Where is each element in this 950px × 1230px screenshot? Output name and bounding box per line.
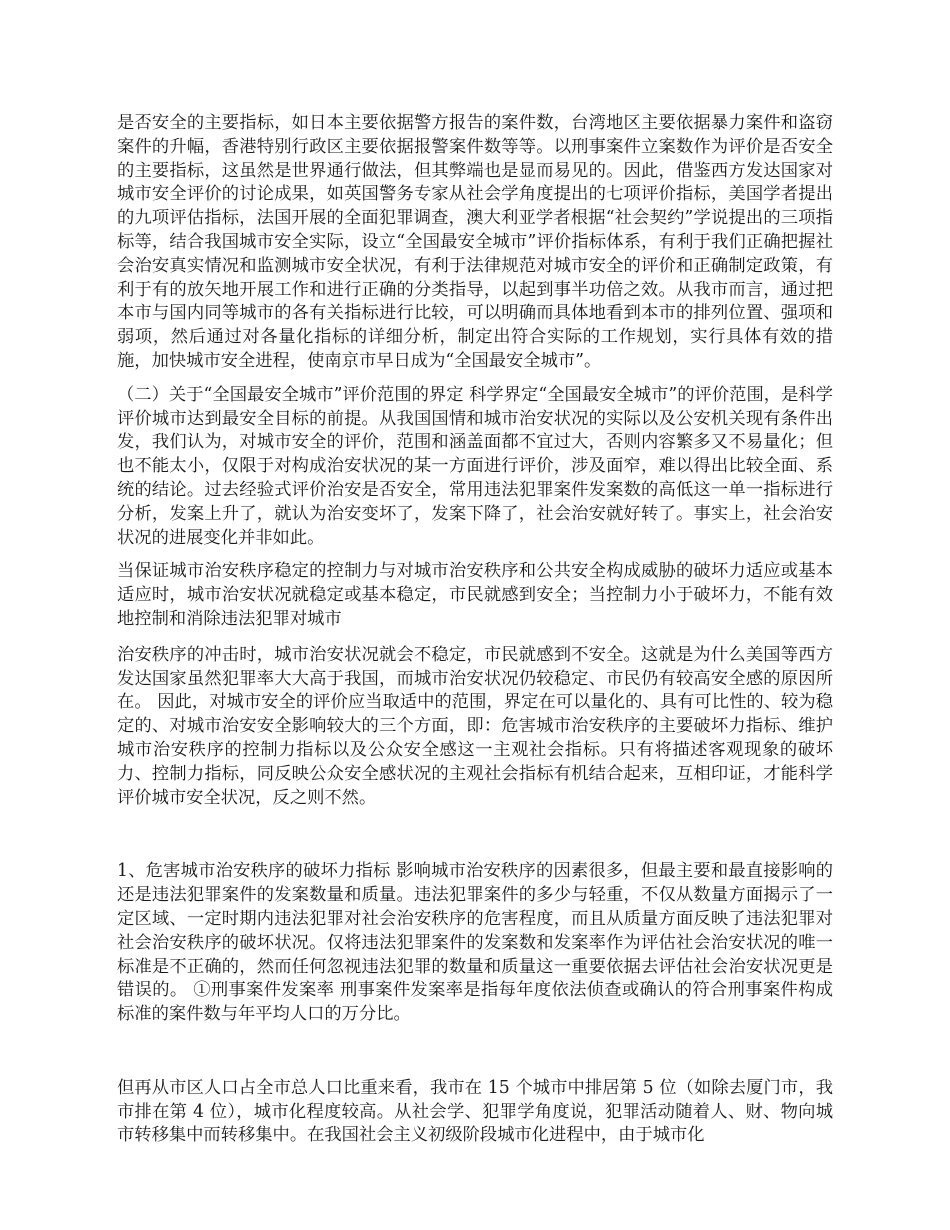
paragraph-control-vs-destruction: 当保证城市治安秩序稳定的控制力与对城市治安秩序和公共安全构成威胁的破坏力适应或基本适应时，城市治安状况就稳定或基本稳定，市民就感到安全；当控制力小于破坏力，不能有效地控制和消除违法犯罪对城市 bbox=[117, 561, 833, 629]
paragraph-spacer bbox=[117, 810, 833, 860]
paragraph-security-perception: 治安秩序的冲击时，城市治安状况就会不稳定，市民就感到不安全。这就是为什么美国等西方发达国家虽然犯罪率大大高于我国，而城市治安状况仍较稳定、市民仍有较高安全感的原因所在。 因此，对城市安全的评价应当取适中的范围，界定在可以量化的、具有可比性的、较为稳定的、对城市治安安全影响较大的三个方面，即：危害城市治安秩序的主要破坏力指标、维护城市治安秩序的控制力指标以及公众安全感这一主观社会指标。只有将描述客观现象的破坏力、控制力指标，同反映公众安全感状况的主观社会指标有机结合起来，互相印证，才能科学评价城市安全状况，反之则不然。 bbox=[117, 644, 833, 808]
paragraph-urban-population: 但再从市区人口占全市总人口比重来看，我市在 15 个城市中排居第 5 位（如除去厦门市，我市排在第 4 位），城市化程度较高。从社会学、犯罪学角度说，犯罪活动随着人、财、物向城市转移集中而转移集中。在我国社会主义初级阶段城市化进程中，由于城市化 bbox=[117, 1077, 833, 1146]
paragraph-destruction-indicators: 1、危害城市治安秩序的破坏力指标 影响城市治安秩序的因素很多，但最主要和最直接影响的还是违法犯罪案件的发案数量和质量。违法犯罪案件的多少与轻重，不仅从数量方面揭示了一定区域、一定时期内违法犯罪对社会治安秩序的危害程度，而且从质量方面反映了违法犯罪对社会治安秩序的破坏状况。仅将违法犯罪案件的发案数和发案率作为评估社会治安状况的唯一标准是不正确的，然而任何忽视违法犯罪的数量和质量这一重要依据去评估社会治安状况更是错误的。 ①刑事案件发案率 刑事案件发案率是指每年度依法侦查或确认的符合刑事案件构成标准的案件数与年平均人口的万分比。 bbox=[117, 861, 833, 1025]
paragraph-evaluation-indicators: 是否安全的主要指标，如日本主要依据警方报告的案件数，台湾地区主要依据暴力案件和盗窃案件的升幅，香港特别行政区主要依据报警案件数等等。以刑事案件立案数作为评价是否安全的主要指标，这虽然是世界通行做法，但其弊端也是显而易见的。因此，借鉴西方发达国家对城市安全评价的讨论成果，如英国警务专家从社会学角度提出的七项评价指标，美国学者提出的九项评估指标，法国开展的全面犯罪调查，澳大利亚学者根据“社会契约”学说提出的三项指标等，结合我国城市安全实际，设立“全国最安全城市”评价指标体系，有利于我们正确把握社会治安真实情况和监测城市安全状况，有利于法律规范对城市安全的评价和正确制定政策，有利于有的放矢地开展工作和进行正确的分类指导，以起到事半功倍之效。从我市而言，通过把本市与国内同等城市的各有关指标进行比较，可以明确而具体地看到本市的排列位置、强项和弱项，然后通过对各量化指标的详细分析，制定出符合实际的工作规划，实行具体有效的措施，加快城市安全进程，使南京市早日成为“全国最安全城市”。 bbox=[117, 113, 833, 371]
paragraph-scope-definition: （二）关于“全国最安全城市”评价范围的界定 科学界定“全国最安全城市”的评价范围，是科学评价城市达到最安全目标的前提。从我国国情和城市治安状况的实际以及公安机关现有条件出发，我们认为，对城市安全的评价，范围和涵盖面都不宜过大，否则内容繁多又不易量化；但也不能太小，仅限于对构成治安状况的某一方面进行评价，涉及面窄，难以得出比较全面、系统的结论。过去经验式评价治安是否安全，常用违法犯罪案件发案数的高低这一单一指标进行分析，发案上升了，就认为治安变坏了，发案下降了，社会治安就好转了。事实上，社会治安状况的进展变化并非如此。 bbox=[117, 384, 833, 548]
paragraph-spacer bbox=[117, 550, 833, 560]
paragraph-spacer bbox=[117, 1027, 833, 1077]
paragraph-spacer bbox=[117, 632, 833, 644]
paragraph-spacer bbox=[117, 374, 833, 384]
document-body bbox=[117, 112, 833, 1148]
